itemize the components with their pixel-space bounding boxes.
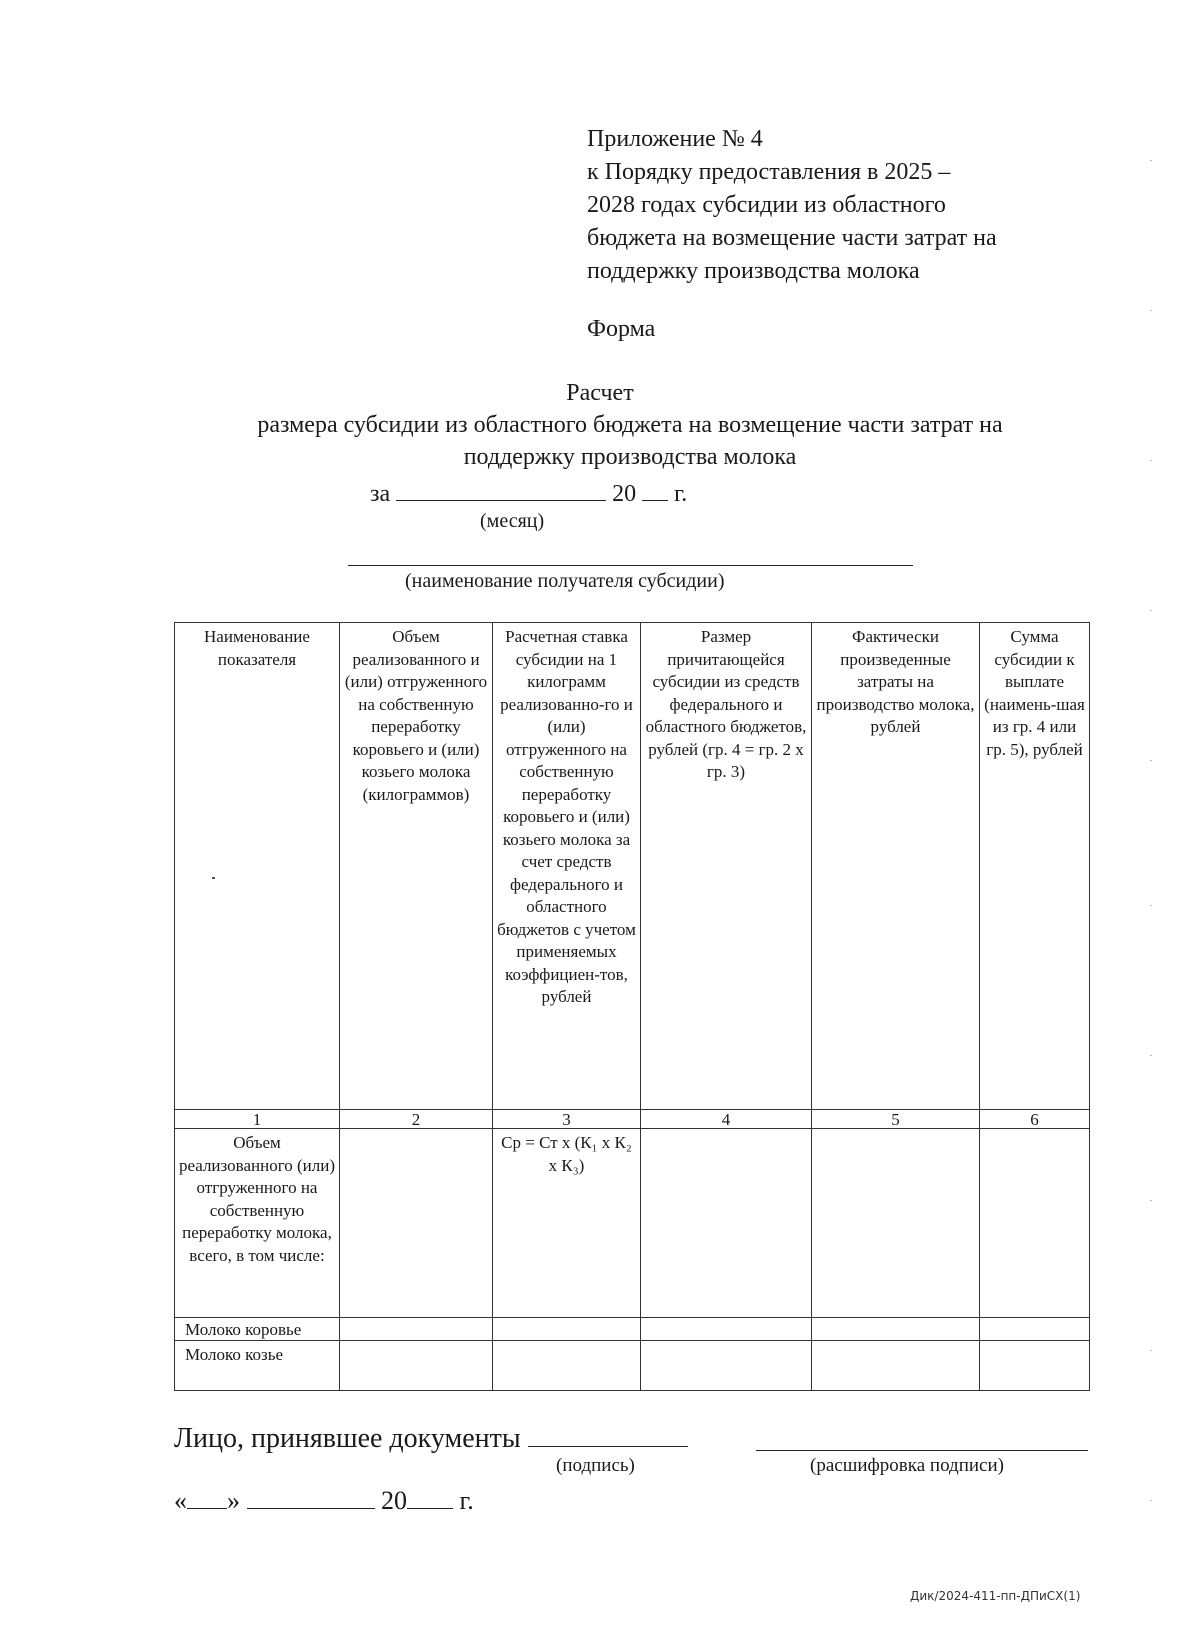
- data-cell[interactable]: [812, 1318, 980, 1341]
- data-cell[interactable]: [493, 1341, 641, 1391]
- data-cell[interactable]: [340, 1129, 493, 1318]
- month-blank[interactable]: [247, 1484, 375, 1509]
- appendix-block: [587, 123, 997, 288]
- decode-caption: (расшифровка подписи): [810, 1455, 1004, 1476]
- recipient-caption: (наименование получателя субсидии): [405, 570, 725, 592]
- table-header-row: [175, 623, 1090, 1110]
- year-blank[interactable]: [407, 1484, 453, 1509]
- table-row: [175, 1129, 1090, 1318]
- header-cell: Фактически произведенные затраты на производство молока, рублей: [812, 623, 980, 1110]
- header-cell: Размер причитающейся субсидии из средств федерального и областного бюджетов, рублей (гр. 4 = гр. 2 x гр. 3): [641, 623, 812, 1110]
- header-cell: Расчетная ставка субсидии на 1 килограмм реализованно-го и (или) отгруженного на собственную переработку коровьего и (или) козьего молока за счет средств федерального и областного бюджетов с учетом применяемых коэффициен-тов, рублей: [493, 623, 641, 1110]
- row-label: Молоко коровье: [175, 1318, 340, 1341]
- data-cell[interactable]: [340, 1341, 493, 1391]
- data-cell[interactable]: [812, 1341, 980, 1391]
- document-code: Дик/2024-411-пп-ДПиСХ(1): [910, 1589, 1081, 1603]
- month-blank[interactable]: [396, 478, 606, 501]
- data-cell[interactable]: [493, 1318, 641, 1341]
- form-label: Форма: [587, 316, 656, 342]
- recipient-blank[interactable]: [348, 565, 913, 566]
- data-cell[interactable]: [641, 1341, 812, 1391]
- column-number-row: [175, 1110, 1090, 1129]
- column-number: 5: [812, 1110, 980, 1129]
- period-suffix: г.: [674, 481, 688, 507]
- decode-blank[interactable]: [756, 1450, 1088, 1451]
- appendix-line: к Порядку предоставления в 2025 –: [587, 159, 951, 185]
- period-line: [370, 478, 687, 508]
- scan-speck: [1150, 160, 1152, 161]
- scan-speck: [1150, 905, 1152, 906]
- column-number: 6: [980, 1110, 1090, 1129]
- appendix-line: бюджета на возмещение части затрат на: [587, 225, 997, 251]
- formula-cell: Ср = Ст х (К₁ х К₂ х К₃): [493, 1129, 641, 1318]
- column-number: 3: [493, 1110, 641, 1129]
- row-label: Молоко козье: [175, 1341, 340, 1391]
- date-suffix: г.: [459, 1486, 474, 1515]
- document-title: Расчет: [566, 380, 634, 406]
- period-prefix: за: [370, 481, 391, 507]
- signature-blank[interactable]: [528, 1422, 688, 1447]
- scan-speck: [1150, 460, 1152, 461]
- day-blank[interactable]: [187, 1484, 227, 1509]
- data-cell[interactable]: [340, 1318, 493, 1341]
- document-subtitle: размера субсидии из областного бюджета на возмещение части затрат на: [257, 412, 1003, 438]
- data-cell[interactable]: [980, 1318, 1090, 1341]
- header-cell: Сумма субсидии к выплате (наимень-шая из гр. 4 или гр. 5), рублей: [980, 623, 1090, 1110]
- scan-speck: [1150, 1350, 1152, 1351]
- column-number: 2: [340, 1110, 493, 1129]
- signer-label: Лицо, принявшее документы: [174, 1423, 521, 1454]
- scan-speck: [212, 877, 215, 879]
- scan-speck: [1150, 610, 1152, 611]
- column-number: 1: [175, 1110, 340, 1129]
- date-year-prefix: 20: [381, 1486, 407, 1515]
- scan-speck: [1150, 1055, 1152, 1056]
- document-subtitle-continued: поддержку производства молока: [463, 444, 797, 470]
- date-line: [174, 1484, 474, 1516]
- scan-speck: [1150, 310, 1152, 311]
- period-year-prefix: 20: [612, 481, 637, 507]
- data-cell[interactable]: [641, 1129, 812, 1318]
- appendix-line: 2028 годах субсидии из областного: [587, 192, 946, 218]
- date-open-quote: «: [174, 1486, 187, 1515]
- row-label: Объем реализованного (или) отгруженного на собственную переработку молока, всего, в том числе:: [175, 1129, 340, 1318]
- scan-speck: [1150, 1500, 1152, 1501]
- data-cell[interactable]: [641, 1318, 812, 1341]
- month-caption: (месяц): [480, 510, 545, 532]
- data-cell[interactable]: [980, 1129, 1090, 1318]
- scan-speck: [1150, 760, 1152, 761]
- data-cell[interactable]: [812, 1129, 980, 1318]
- signer-line: [174, 1422, 688, 1455]
- data-cell[interactable]: [980, 1341, 1090, 1391]
- scan-speck: [1150, 1200, 1152, 1201]
- signature-caption: (подпись): [556, 1455, 635, 1476]
- table-row: [175, 1341, 1090, 1391]
- date-close-quote: »: [227, 1486, 240, 1515]
- calculation-table: [174, 622, 1090, 1391]
- appendix-line: поддержку производства молока: [587, 258, 920, 284]
- column-number: 4: [641, 1110, 812, 1129]
- appendix-line: Приложение № 4: [587, 126, 763, 152]
- header-cell: Наименование показателя: [175, 623, 340, 1110]
- table-row: [175, 1318, 1090, 1341]
- header-cell: Объем реализованного и (или) отгруженного на собственную переработку коровьего и (или) козьего молока (килограммов): [340, 623, 493, 1110]
- year-blank[interactable]: [642, 478, 668, 501]
